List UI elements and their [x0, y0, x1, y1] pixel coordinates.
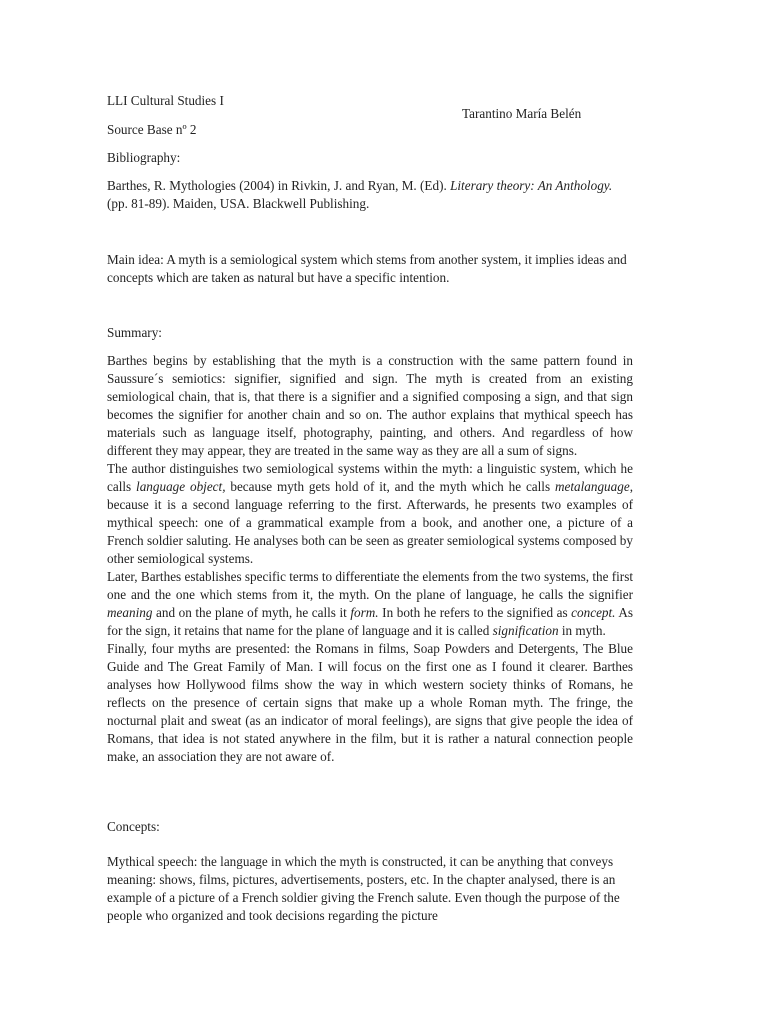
- summary-label: Summary:: [107, 325, 162, 340]
- book-title: Literary theory: An Anthology.: [450, 178, 613, 193]
- summary-paragraph-4: Finally, four myths are presented: the Romans in films, Soap Powders and Detergents, The Blue Guide and The Great Family of Man. I will focus on the first one as I found it clearer. Barthes analyses how Hollywood films show the way in which western society thinks of Romans, he reflects on the presence of certain signs that make up a whole Roman myth. The fringe, the nocturnal plait and sweat (as an indicator of moral feelings), are signs that give people the idea of Romans, that idea is not stated anywhere in the film, but it is rather a natural connection people make, an association they are not aware of.: [107, 641, 633, 764]
- bibliography-reference: Barthes, R. Mythologies (2004) in Rivkin, J. and Ryan, M. (Ed). Literary theory: An Anthology. (pp. 81-89). Maiden, USA. Blackwell Publishing.: [107, 178, 613, 211]
- bibliography-label: Bibliography:: [107, 150, 181, 165]
- main-idea: Main idea: A myth is a semiological system which stems from another system, it implies ideas and concepts which are taken as natural but have a specific intention.: [107, 252, 627, 285]
- source-base: Source Base nº 2: [107, 122, 197, 137]
- summary-paragraph-1: Barthes begins by establishing that the myth is a construction with the same pattern found in Saussure´s semiotics: signifier, signified and sign. The myth is created from an existing semiological chain, that is, that there is a signifier and a signified composing a sign, and that sign becomes the signifier for another chain and so on. The author explains that mythical speech has materials such as language itself, photography, painting, and others. And regardless of how different they may appear, they are treated in the same way as they are all a sum of signs.: [107, 353, 633, 458]
- author-name: Tarantino María Belén: [462, 106, 582, 122]
- summary-paragraph-3: Later, Barthes establishes specific terms to differentiate the elements from the two systems, the first one and the one which stems from it, the myth. On the plane of language, he calls the signifier meaning and on the plane of myth, he calls it form. In both he refers to the signified as concept. As for the sign, it retains that name for the plane of language and it is called signification in myth.: [107, 569, 633, 638]
- course-title: LLI Cultural Studies I: [107, 93, 224, 108]
- summary-body: [107, 352, 633, 766]
- summary-paragraph-2: The author distinguishes two semiological systems within the myth: a linguistic system, which he calls language object, because myth gets hold of it, and the myth which he calls metalanguage, because it is a second language referring to the first. Afterwards, he presents two examples of mythical speech: one of a grammatical example from a book, and another one, a picture of a French soldier saluting. He analyses both can be seen as greater semiological systems composed by other semiological systems.: [107, 461, 633, 566]
- concepts-paragraph-1: Mythical speech: the language in which the myth is constructed, it can be anything that conveys meaning: shows, films, pictures, advertisements, posters, etc. In the chapter analysed, there is an example of a picture of a French soldier giving the French salute. Even though the purpose of the people who organized and took decisions regarding the picture: [107, 854, 620, 923]
- concepts-label: Concepts:: [107, 819, 160, 834]
